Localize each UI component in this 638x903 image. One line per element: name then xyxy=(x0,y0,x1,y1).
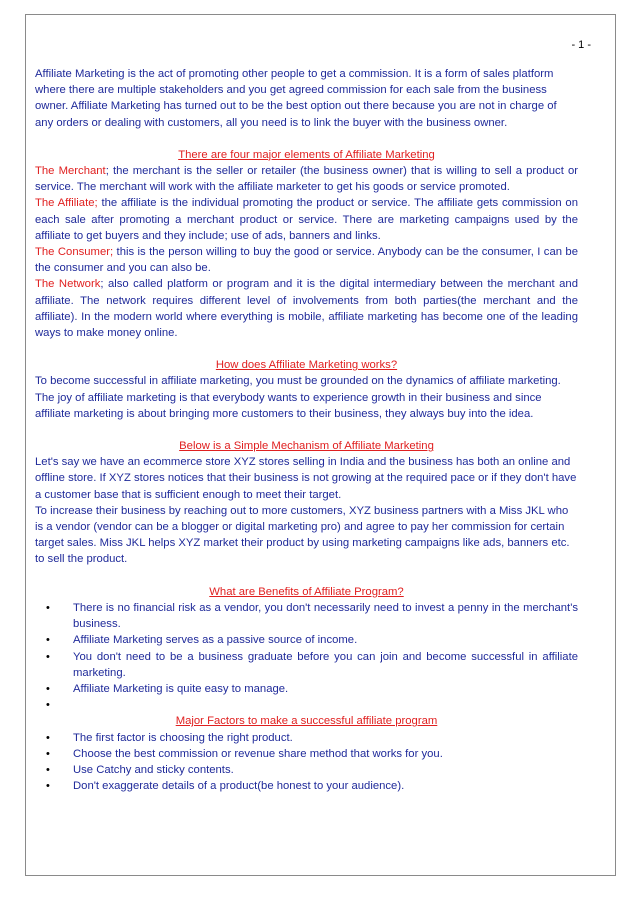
merchant-text: ; the merchant is the seller or retailer (the business owner) that is willing to sell a product or service. The merchant will work with the affiliate marketer to get his goods or service promoted. xyxy=(35,165,578,194)
elements-heading: There are four major elements of Affiliate Marketing xyxy=(178,148,435,161)
merchant-label: The Merchant xyxy=(35,165,106,178)
bullet-icon: • xyxy=(46,731,50,744)
document-body xyxy=(35,66,578,794)
bullet-icon: • xyxy=(46,650,50,663)
bullet-icon: • xyxy=(46,763,50,776)
mechanism-heading: Below is a Simple Mechanism of Affiliate Marketing xyxy=(179,440,434,453)
mechanism-paragraph-2: To increase their business by reaching out to more customers, XYZ business partners with a Miss JKL who is a vendor (vendor can be a blogger or digital marketing pro) and agree to pay her commission for certain target sales. Miss JKL helps XYZ market their product by using marketing campaigns like ads, banners etc. to sell the product. xyxy=(35,504,570,566)
how-heading: How does Affiliate Marketing works? xyxy=(215,359,398,372)
list-item: • You don't need to be a business graduate before you can join and become successful in affiliate marketing. xyxy=(46,650,578,679)
list-item: • Affiliate Marketing is quite easy to manage. xyxy=(35,681,578,697)
consumer-text: this is the person willing to buy the good or service. Anybody can be the consumer, I can be the consumer and you can also be. xyxy=(35,246,578,275)
list-item xyxy=(35,697,578,713)
bullet-icon: • xyxy=(46,747,50,760)
network-paragraph xyxy=(35,276,578,341)
how-paragraph: To become successful in affiliate marketing, you must be grounded on the dynamics of affiliate marketing. The joy of affiliate marketing is that everybody wants to experience growth in their business and since affiliate marketing is about bringing more customers to their business, they always buy into the idea. xyxy=(35,375,561,420)
mechanism-paragraph-1: Let's say we have an ecommerce store XYZ stores selling in India and the business has both an online and offline store. If XYZ stores notices that their business is not growing at the required pace or if they don't have a customer base that is sufficient enough to meet their target. xyxy=(35,456,577,501)
list-item: • The first factor is choosing the right product. xyxy=(35,730,578,746)
bullet-icon: • xyxy=(46,682,50,695)
bullet-icon: • xyxy=(46,699,50,712)
bullet-icon: • xyxy=(46,634,50,647)
page-number: - 1 - xyxy=(571,39,591,51)
consumer-label: The Consumer; xyxy=(35,246,114,259)
benefits-list xyxy=(35,600,578,713)
list-item: • Use Catchy and sticky contents. xyxy=(35,762,578,778)
list-item: • There is no financial risk as a vendor, you don't necessarily need to invest a penny in the merchant's business. xyxy=(46,601,578,631)
list-item: • Don't exaggerate details of a product(be honest to your audience). xyxy=(35,778,578,794)
bullet-icon: • xyxy=(46,601,50,614)
intro-paragraph: Affiliate Marketing is the act of promoting other people to get a commission. It is a form of sales platform where there are multiple stakeholders and you get agreed commission for each sale from the business owner. Affiliate Marketing has turned out to be the best option out there because you are not in charge of any orders or dealing with customers, all you need is to link the buyer with the business owner. xyxy=(35,68,557,129)
bullet-icon: • xyxy=(46,780,50,793)
consumer-paragraph xyxy=(35,244,578,276)
network-text: ; also called platform or program and it is the digital intermediary between the merchant and affiliate. The network requires different level of involvements from both parties(the merchant and the affiliate). In the modern world where everything is mobile, affiliate marketing has become one of the leading ways to make money online. xyxy=(35,278,578,340)
list-item: • Choose the best commission or revenue share method that works for you. xyxy=(35,746,578,762)
merchant-paragraph xyxy=(35,163,578,195)
affiliate-label: The Affiliate; xyxy=(35,197,98,210)
factors-heading: Major Factors to make a successful affiliate program xyxy=(175,715,438,728)
benefits-heading: What are Benefits of Affiliate Program? xyxy=(209,585,404,598)
affiliate-text: the affiliate is the individual promoting the product or service. The affiliate gets commission on each sale after promoting a merchant product or service. There are marketing campaigns used by the affiliate to get buyers and they include; use of ads, banners and links. xyxy=(35,197,579,242)
factors-list xyxy=(35,730,578,795)
affiliate-paragraph xyxy=(35,195,578,244)
list-item: • Affiliate Marketing serves as a passive source of income. xyxy=(35,632,578,648)
network-label: The Network xyxy=(35,278,101,291)
